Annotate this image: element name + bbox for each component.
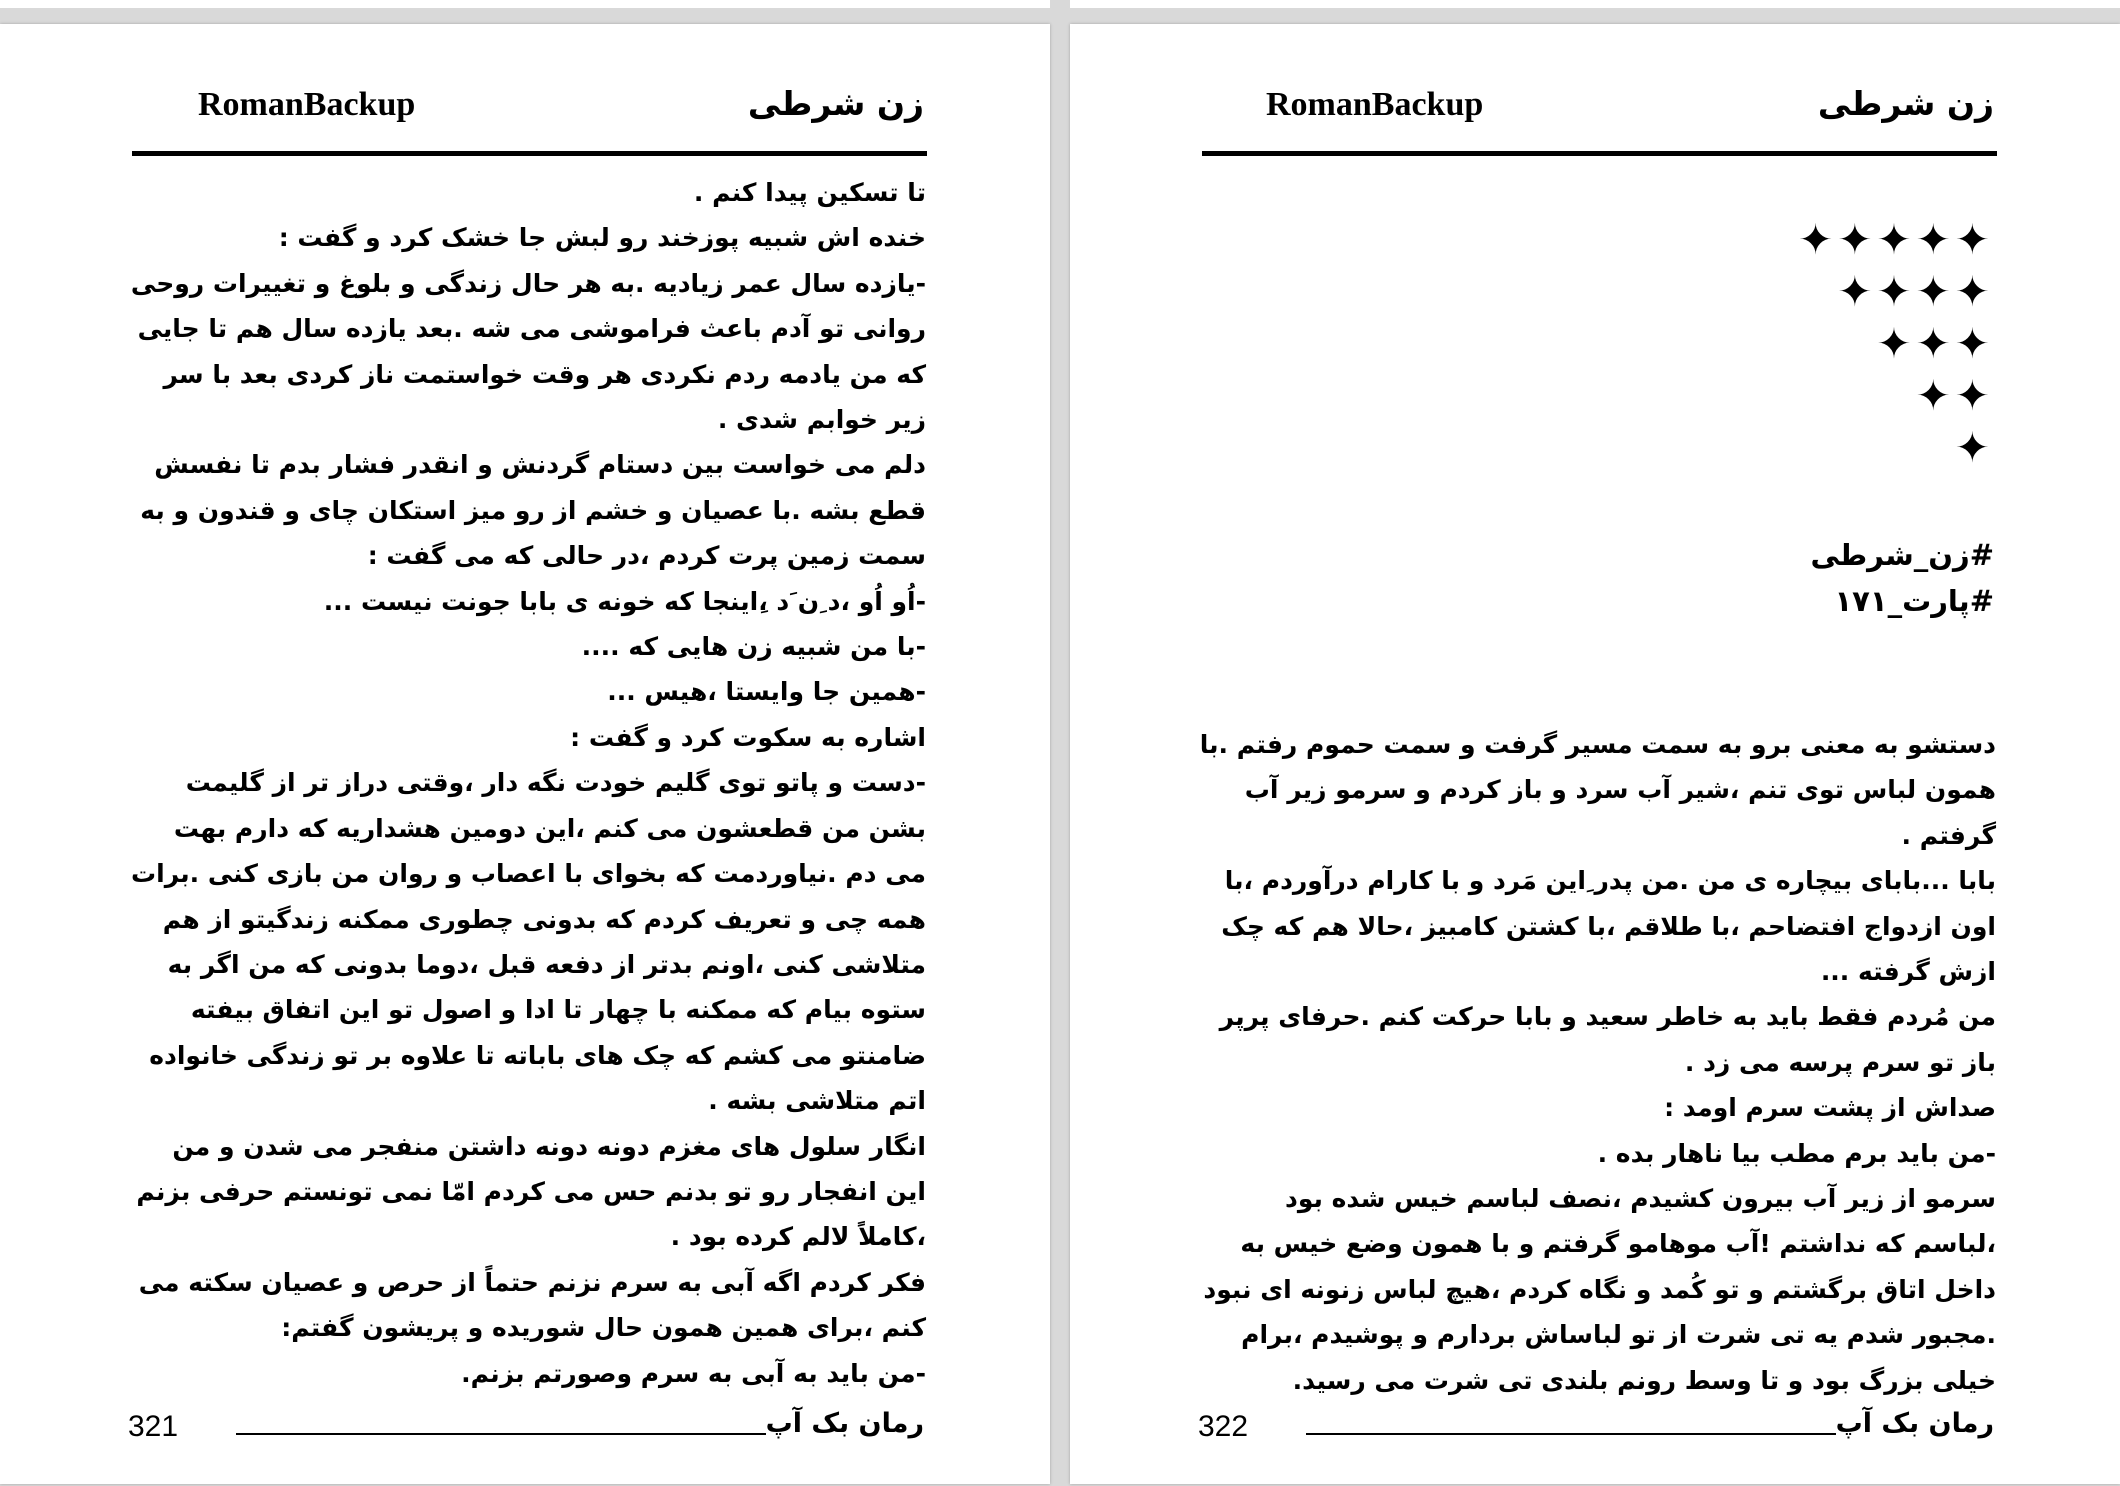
page-body-text [126, 170, 926, 1396]
page-body-text [1196, 722, 1996, 1403]
paragraph: -اُو اُو ،د ِن َد ،ِاینجا که خونه ی بابا جونت نیست ... [323, 586, 926, 616]
paragraph: -همین جا وایستا ،هیس ... [607, 677, 926, 707]
top-strip-left [0, 0, 1050, 8]
page-header-title-en: RomanBackup [198, 86, 416, 123]
footer-divider [1306, 1433, 1836, 1435]
star-icon-row: ✦✦✦✦ [1837, 267, 1994, 316]
page-header-title-fa: زن شرطی [1817, 84, 1994, 123]
star-icon-row: ✦✦ [1915, 371, 1994, 420]
page-footer-label: رمان بک آپ [1835, 1408, 1994, 1439]
paragraph: اشاره به سکوت کرد و گفت : [570, 722, 926, 752]
document-page-left [0, 24, 1050, 1484]
header-divider [132, 151, 927, 156]
page-number: 321 [128, 1410, 179, 1443]
paragraph: صداش از پشت سرم اومد : [1664, 1093, 1996, 1123]
paragraph: بابا ...بابای بیچاره ی من .من پدر ِاین مَرد و با کارام درآوردم ،با اون ازدواج افتضاحم ،با طلاقم ،با کشتن کامبیز ،حالا هم که چک ازش گرفته ... [1221, 866, 1996, 987]
paragraph: -دست و پاتو توی گلیم خودت نگه دار ،وقتی دراز تر از گلیمت بشن من قطعشون می کنم ،این دومین هشداریه که دارم بهت می دم .نیاوردمت که بخوای با اعصاب و روان من بازی کنی .برات همه چی و تعریف کردم که بدونی چطوری ممکنه زندگیتو از هم متلاشی کنی ،اونم بدتر از دفعه قبل ،دوما بدونی که من اگر به ستوه بیام که ممکنه با چهار تا ادا و اصول تو این اتفاق بیفته ضامنتو می کشم که چک های باباته تا علاوه بر تو زندگی خانواده اتم متلاشی بشه . [131, 768, 926, 1116]
top-strip-right [1070, 0, 2120, 8]
star-icon-row: ✦✦✦✦✦ [1798, 215, 1994, 264]
paragraph: من مُردم فقط باید به خاطر سعید و بابا حرکت کنم .حرفای پرپر باز تو سرم پرسه می زد . [1219, 1002, 1996, 1077]
paragraph: -یازده سال عمر زیادیه .به هر حال زندگی و بلوغ و تغییرات روحی روانی تو آدم باعث فراموشی می شه .بعد یازده سال هم تا جایی که من یادمه ردم نکردی هر وقت خواستمت ناز کردی بعد با سر زیر خوابم شدی . [130, 268, 926, 435]
paragraph: -با من شبیه زن هایی که .... [581, 632, 926, 662]
star-ornament [1694, 214, 1994, 474]
page-number: 322 [1198, 1410, 1249, 1443]
star-icon-row: ✦✦✦ [1876, 319, 1994, 368]
paragraph: تا تسکین پیدا کنم . [693, 178, 926, 207]
page-header-title-fa: زن شرطی [747, 84, 924, 123]
paragraph: خنده اش شبیه پوزخند رو لبش جا خشک کرد و گفت : [278, 223, 926, 253]
paragraph: -من باید به آبی به سرم وصورتم بزنم. [461, 1358, 926, 1388]
paragraph: سرمو از زیر آب بیرون کشیدم ،نصف لباسم خیس شده بود ،لباسم که نداشتم !آب موهامو گرفتم و با همون وضع خیس به داخل اتاق برگشتم و تو کُمد و نگاه کردم ،هیچ لباس زنونه ای نبود .مجبور شدم یه تی شرت از تو لباساش بردارم و پوشیدم ،برام خیلی بزرگ بود و تا وسط رونم بلندی تی شرت می رسید. [1203, 1184, 1996, 1395]
page-footer-label: رمان بک آپ [765, 1408, 924, 1439]
paragraph: دستشو به معنی برو به سمت مسیر گرفت و سمت حموم رفتم .با همون لباس توی تنم ،شیر آب سرد و باز کردم و سرمو زیر آب گرفتم . [1199, 730, 1996, 850]
paragraph: دلم می خواست بین دستام گردنش و انقدر فشار بدم تا نفسش قطع بشه .با عصیان و خشم از رو میز استکان چای و قندون و به سمت زمین پرت کردم ،در حالی که می گفت : [140, 450, 926, 571]
paragraph: انگار سلول های مغزم دونه دونه داشتن منفجر می شدن و من این انفجار رو تو بدنم حس می کردم امّا نمی تونستم حرفی بزنم ،کاملاً لالم کرده بود . [136, 1131, 926, 1252]
hashtags [1811, 532, 1994, 624]
paragraph: فکر کردم اگه آبی به سرم نزنم حتماً از حرص و عصیان سکته می کنم ،برای همین همون حال شوریده و پریشون گفتم: [138, 1267, 926, 1343]
page-header-title-en: RomanBackup [1266, 86, 1484, 123]
paragraph: -من باید برم مطب بیا ناهار بده . [1597, 1138, 1996, 1168]
header-divider [1202, 151, 1997, 156]
hashtag-part: #پارت_۱۷۱ [1834, 584, 1994, 618]
footer-divider [236, 1433, 766, 1435]
document-page-right [1070, 24, 2120, 1484]
hashtag-title: #زن_شرطی [1810, 538, 1994, 572]
star-icon-row: ✦ [1954, 423, 1994, 472]
